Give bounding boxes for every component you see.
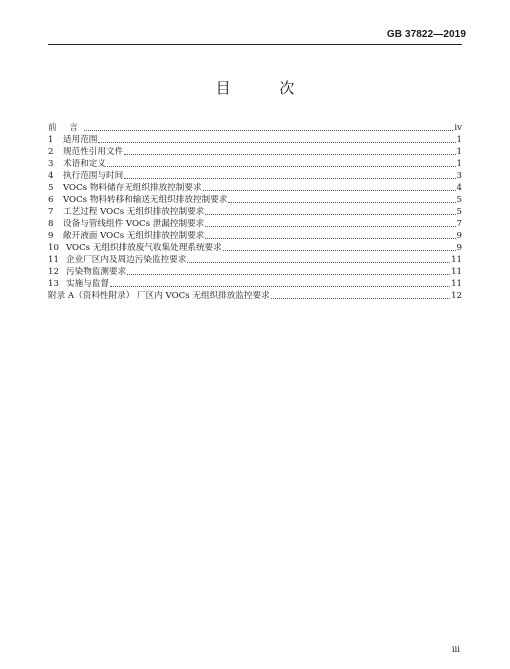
toc-leader-dots: [110, 286, 450, 287]
toc-entry-number: 5: [48, 183, 54, 193]
toc-entry-number: 3: [48, 159, 54, 169]
toc-entry[interactable]: [48, 158, 462, 170]
toc-entry-page: 11: [451, 255, 462, 265]
toc-entry-label: 规范性引用文件: [63, 147, 124, 157]
toc-entry-page: 9: [456, 243, 462, 253]
toc-leader-dots: [205, 226, 455, 227]
toc-entry[interactable]: [48, 134, 462, 146]
toc-entry-number: 2: [48, 147, 54, 157]
toc-entry-label: 实施与监督: [66, 279, 109, 289]
toc-entry-page: 11: [451, 279, 462, 289]
toc-entry-label: 设备与管线组件 VOCs 泄漏控制要求: [63, 219, 205, 229]
toc-entry-number: 7: [48, 207, 54, 217]
toc-entry-number: 13: [48, 279, 59, 289]
page-number: iii: [451, 645, 460, 655]
toc-leader-dots: [107, 166, 456, 167]
header-rule: [48, 44, 462, 45]
toc-entry-label: 执行范围与时间: [63, 171, 124, 181]
toc-entry[interactable]: [48, 122, 462, 134]
toc-entry-page: 12: [451, 291, 462, 301]
toc-entry[interactable]: [48, 266, 462, 278]
toc-leader-dots: [124, 178, 455, 179]
toc-leader-dots: [124, 154, 455, 155]
toc-entry-label: 工艺过程 VOCs 无组织排放控制要求: [63, 207, 205, 217]
toc-entry-page: 1: [456, 135, 462, 145]
toc-leader-dots: [84, 130, 453, 131]
toc-entry[interactable]: [48, 290, 462, 302]
toc-entry-page: iv: [454, 123, 462, 133]
toc-entry-number: 1: [48, 135, 54, 145]
toc-leader-dots: [98, 142, 455, 143]
toc-entry-label: VOCs 物料储存无组织排放控制要求: [63, 183, 202, 193]
toc-entry[interactable]: [48, 206, 462, 218]
toc-entry-page: 1: [456, 147, 462, 157]
toc-entry-label: 敞开液面 VOCs 无组织排放控制要求: [63, 231, 205, 241]
toc-leader-dots: [187, 262, 450, 263]
toc-entry-page: 9: [456, 231, 462, 241]
toc-entry-number: 12: [48, 267, 59, 277]
toc-leader-dots: [205, 214, 455, 215]
toc-entry-label: VOCs 无组织排放废气收集处理系统要求: [66, 243, 222, 253]
toc-entry-number: 4: [48, 171, 54, 181]
toc-entry[interactable]: [48, 278, 462, 290]
toc-entry-page: 1: [456, 159, 462, 169]
toc-entry-page: 5: [456, 207, 462, 217]
toc-leader-dots: [203, 190, 456, 191]
toc-entry-page: 5: [456, 195, 462, 205]
toc-entry[interactable]: [48, 242, 462, 254]
toc-entry-label: 前 言: [48, 123, 83, 133]
toc-entry-label: 术语和定义: [63, 159, 106, 169]
toc-entry-label: 污染物监测要求: [66, 267, 127, 277]
toc-entry-number: 8: [48, 219, 54, 229]
toc-entry[interactable]: [48, 146, 462, 158]
toc-entry-number: 6: [48, 195, 54, 205]
toc-entry-page: 11: [451, 267, 462, 277]
toc-entry[interactable]: [48, 182, 462, 194]
toc-entry-label: VOCs 物料转移和输送无组织排放控制要求: [63, 195, 228, 205]
toc-entry[interactable]: [48, 194, 462, 206]
toc-entry[interactable]: [48, 170, 462, 182]
table-of-contents: [48, 122, 462, 302]
toc-leader-dots: [271, 298, 450, 299]
toc-entry-label: 企业厂区内及周边污染监控要求: [66, 255, 187, 265]
toc-leader-dots: [223, 250, 456, 251]
toc-entry-number: 11: [48, 255, 59, 265]
toc-entry[interactable]: [48, 218, 462, 230]
toc-entry-label: 适用范围: [63, 135, 98, 145]
standard-code: GB 37822—2019: [386, 29, 466, 40]
toc-leader-dots: [127, 274, 450, 275]
toc-entry-number: 10: [48, 243, 59, 253]
toc-leader-dots: [228, 202, 455, 203]
toc-entry[interactable]: [48, 254, 462, 266]
toc-entry-page: 4: [456, 183, 462, 193]
page-title: 目 次: [215, 79, 317, 97]
toc-entry-number: 9: [48, 231, 54, 241]
toc-leader-dots: [205, 238, 455, 239]
toc-entry-page: 3: [456, 171, 462, 181]
toc-entry[interactable]: [48, 230, 462, 242]
toc-entry-label: 附录 A（资料性附录） 厂区内 VOCs 无组织排放监控要求: [48, 291, 270, 301]
toc-entry-page: 7: [456, 219, 462, 229]
